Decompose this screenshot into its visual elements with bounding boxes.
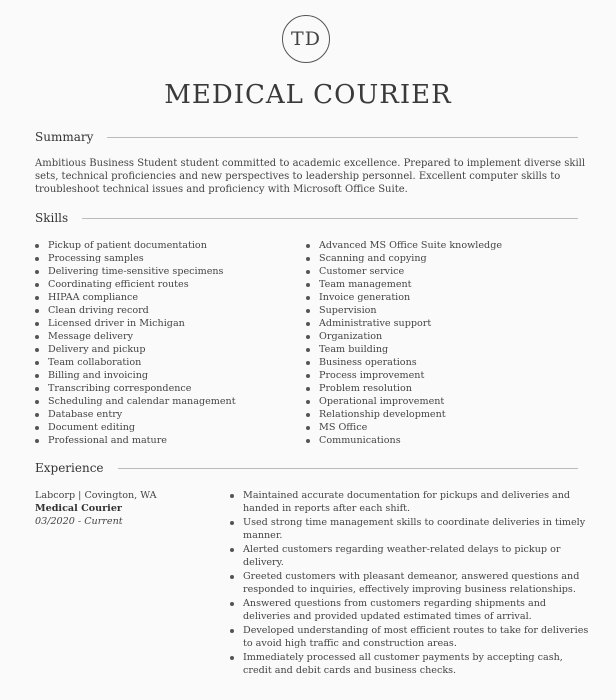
- list-item: Transcribing correspondence: [34, 382, 236, 395]
- divider: [82, 218, 578, 219]
- job-company: Labcorp | Covington, WA: [35, 490, 157, 501]
- job-info: [35, 489, 157, 528]
- list-item: Database entry: [34, 408, 236, 421]
- job-dates: 03/2020 - Current: [35, 516, 123, 527]
- list-item: Used strong time management skills to coordinate deliveries in timely manner.: [229, 516, 589, 542]
- list-item: Customer service: [305, 265, 502, 278]
- summary-heading: Summary: [35, 130, 94, 144]
- experience-heading: Experience: [35, 461, 104, 475]
- list-item: Processing samples: [34, 252, 236, 265]
- list-item: Billing and invoicing: [34, 369, 236, 382]
- list-item: Maintained accurate documentation for pickups and deliveries and handed in reports after each shift.: [229, 489, 589, 515]
- skills-list-left: [34, 239, 236, 447]
- list-item: Administrative support: [305, 317, 502, 330]
- list-item: Team building: [305, 343, 502, 356]
- skills-section-header: [35, 211, 578, 225]
- list-item: Delivering time-sensitive specimens: [34, 265, 236, 278]
- summary-text: Ambitious Business Student student committed to academic excellence. Prepared to implement diverse skill sets, technical proficiencies and new perspectives to leadership personnel. Excellent computer skills to troubleshoot technical issues and proficiency with Microsoft Office Suite.: [35, 158, 586, 195]
- list-item: Problem resolution: [305, 382, 502, 395]
- list-item: Delivery and pickup: [34, 343, 236, 356]
- list-item: Team management: [305, 278, 502, 291]
- list-item: Licensed driver in Michigan: [34, 317, 236, 330]
- list-item: Organization: [305, 330, 502, 343]
- list-item: HIPAA compliance: [34, 291, 236, 304]
- skills-list-right: [305, 239, 502, 447]
- divider: [118, 468, 578, 469]
- list-item: Coordinating efficient routes: [34, 278, 236, 291]
- list-item: Professional and mature: [34, 434, 236, 447]
- list-item: Relationship development: [305, 408, 502, 421]
- divider: [107, 137, 578, 138]
- list-item: Team collaboration: [34, 356, 236, 369]
- experience-bullets: [229, 489, 589, 678]
- resume-title: MEDICAL COURIER: [164, 80, 452, 110]
- list-item: Invoice generation: [305, 291, 502, 304]
- list-item: Advanced MS Office Suite knowledge: [305, 239, 502, 252]
- list-item: Message delivery: [34, 330, 236, 343]
- list-item: Alerted customers regarding weather-related delays to pickup or delivery.: [229, 543, 589, 569]
- list-item: Business operations: [305, 356, 502, 369]
- job-role: Medical Courier: [35, 503, 122, 514]
- list-item: Communications: [305, 434, 502, 447]
- list-item: Developed understanding of most efficient routes to take for deliveries to avoid high traffic and construction areas.: [229, 624, 589, 650]
- initials-monogram: TD: [282, 15, 330, 63]
- list-item: Document editing: [34, 421, 236, 434]
- list-item: Supervision: [305, 304, 502, 317]
- list-item: Process improvement: [305, 369, 502, 382]
- list-item: Greeted customers with pleasant demeanor, answered questions and responded to inquiries, effectively improving business relationships.: [229, 570, 589, 596]
- list-item: Scheduling and calendar management: [34, 395, 236, 408]
- list-item: Answered questions from customers regarding shipments and deliveries and provided updated estimated times of arrival.: [229, 597, 589, 623]
- experience-section-header: [35, 461, 578, 475]
- list-item: Operational improvement: [305, 395, 502, 408]
- summary-section-header: [35, 130, 578, 144]
- list-item: Clean driving record: [34, 304, 236, 317]
- list-item: Immediately processed all customer payments by accepting cash, credit and debit cards and business checks.: [229, 651, 589, 677]
- list-item: Pickup of patient documentation: [34, 239, 236, 252]
- skills-heading: Skills: [35, 211, 69, 225]
- list-item: MS Office: [305, 421, 502, 434]
- list-item: Scanning and copying: [305, 252, 502, 265]
